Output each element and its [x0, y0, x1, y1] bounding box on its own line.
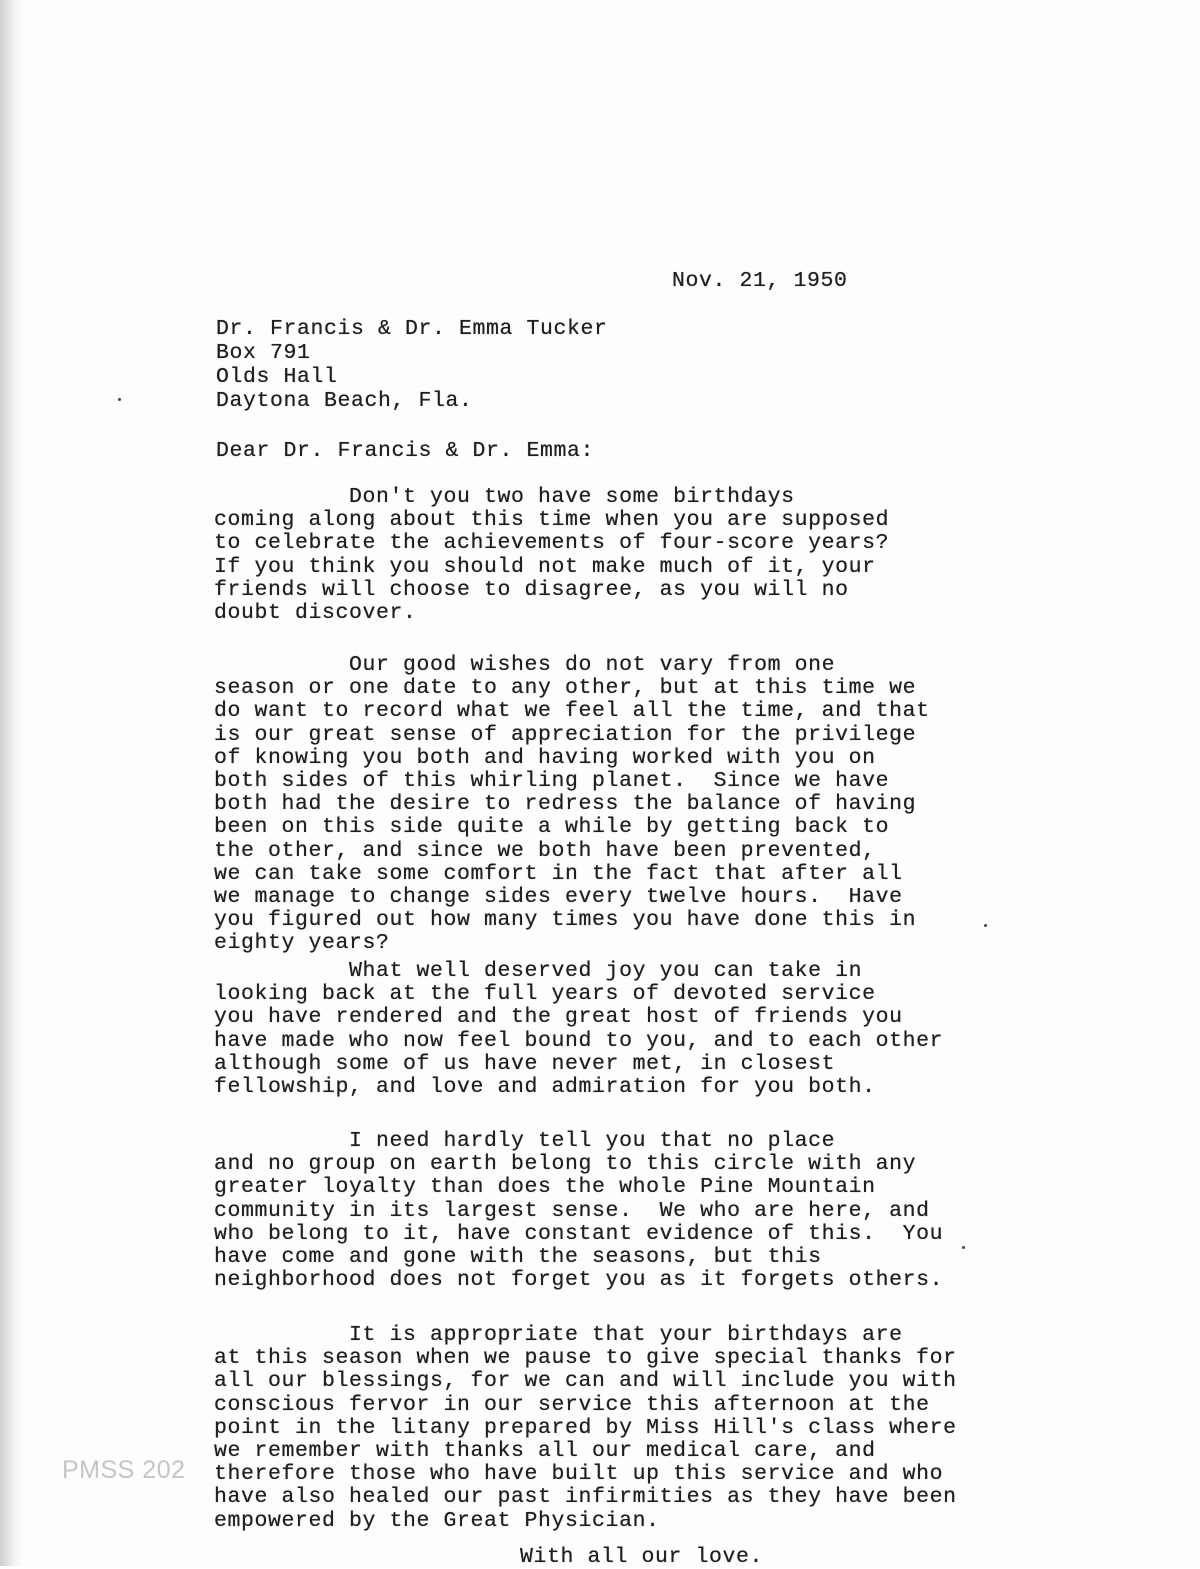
paragraph-3	[214, 960, 1014, 1099]
text-line: eighty years?	[214, 931, 390, 956]
paper-speck	[984, 924, 987, 927]
text-line: season or one date to any other, but at this time we	[214, 676, 917, 701]
text-line: fellowship, and love and admiration for you both.	[214, 1075, 876, 1100]
text-line: of knowing you both and having worked with you on	[214, 745, 876, 770]
text-line: doubt discover.	[214, 601, 417, 626]
address-line: Daytona Beach, Fla.	[216, 389, 473, 413]
text-line: you have rendered and the great host of friends you	[214, 1005, 903, 1030]
text-line: greater loyalty than does the whole Pine Mountain	[214, 1175, 876, 1200]
text-line: you figured out how many times you have done this in	[214, 908, 917, 933]
paper-speck	[118, 398, 121, 401]
text-line: Don't you two have some birthdays	[214, 485, 795, 509]
text-line: we remember with thanks all our medical care, and	[214, 1439, 876, 1464]
text-line: community in its largest sense. We who are here, and	[214, 1198, 930, 1223]
address-line: Dr. Francis & Dr. Emma Tucker	[216, 317, 608, 341]
text-line: coming along about this time when you are supposed	[214, 508, 890, 533]
closing-line: With all our love.	[520, 1545, 764, 1569]
text-line: If you think you should not make much of it, your	[214, 554, 876, 579]
text-line: do want to record what we feel all the time, and that	[214, 699, 930, 724]
paper-speck	[962, 1246, 965, 1249]
text-line: I need hardly tell you that no place	[214, 1129, 836, 1153]
paragraph-1	[214, 486, 1014, 625]
text-line: have come and gone with the seasons, but this	[214, 1245, 822, 1270]
text-line: although some of us have never met, in closest	[214, 1051, 836, 1076]
text-line: both had the desire to redress the balance of having	[214, 792, 917, 817]
paragraph-4	[214, 1130, 1014, 1292]
text-line: been on this side quite a while by getting back to	[214, 815, 890, 840]
text-line: empowered by the Great Physician.	[214, 1508, 660, 1533]
text-line: at this season when we pause to give special thanks for	[214, 1346, 957, 1371]
watermark: PMSS 202	[62, 1456, 186, 1484]
text-line: is our great sense of appreciation for the privilege	[214, 722, 917, 747]
text-line: friends will choose to disagree, as you will no	[214, 577, 849, 602]
text-line: who belong to it, have constant evidence of this. You	[214, 1221, 944, 1246]
text-line: the other, and since we both have been prevented,	[214, 838, 876, 863]
text-line: have also healed our past infirmities as they have been	[214, 1485, 957, 1510]
address-line: Box 791	[216, 341, 311, 365]
text-line: point in the litany prepared by Miss Hill's class where	[214, 1415, 957, 1440]
text-line: and no group on earth belong to this circle with any	[214, 1152, 917, 1177]
paragraph-2	[214, 654, 1014, 956]
text-line: conscious fervor in our service this afternoon at the	[214, 1392, 930, 1417]
paper-edge-shadow	[0, 0, 22, 1566]
text-line: have made who now feel bound to you, and to each other	[214, 1028, 944, 1053]
text-line: Our good wishes do not vary from one	[214, 653, 836, 677]
text-line: neighborhood does not forget you as it forgets others.	[214, 1268, 944, 1293]
text-line: both sides of this whirling planet. Since we have	[214, 769, 890, 794]
text-line: What well deserved joy you can take in	[214, 959, 863, 983]
salutation: Dear Dr. Francis & Dr. Emma:	[216, 439, 595, 463]
paragraph-5	[214, 1324, 1014, 1533]
text-line: we manage to change sides every twelve hours. Have	[214, 885, 903, 910]
text-line: all our blessings, for we can and will include you with	[214, 1369, 957, 1394]
address-line: Olds Hall	[216, 365, 338, 389]
text-line: we can take some comfort in the fact that after all	[214, 861, 903, 886]
text-line: to celebrate the achievements of four-score years?	[214, 531, 890, 556]
text-line: therefore those who have built up this service and who	[214, 1462, 944, 1487]
text-line: It is appropriate that your birthdays are	[214, 1323, 903, 1347]
letter-date: Nov. 21, 1950	[672, 269, 848, 293]
text-line: looking back at the full years of devoted service	[214, 982, 876, 1007]
